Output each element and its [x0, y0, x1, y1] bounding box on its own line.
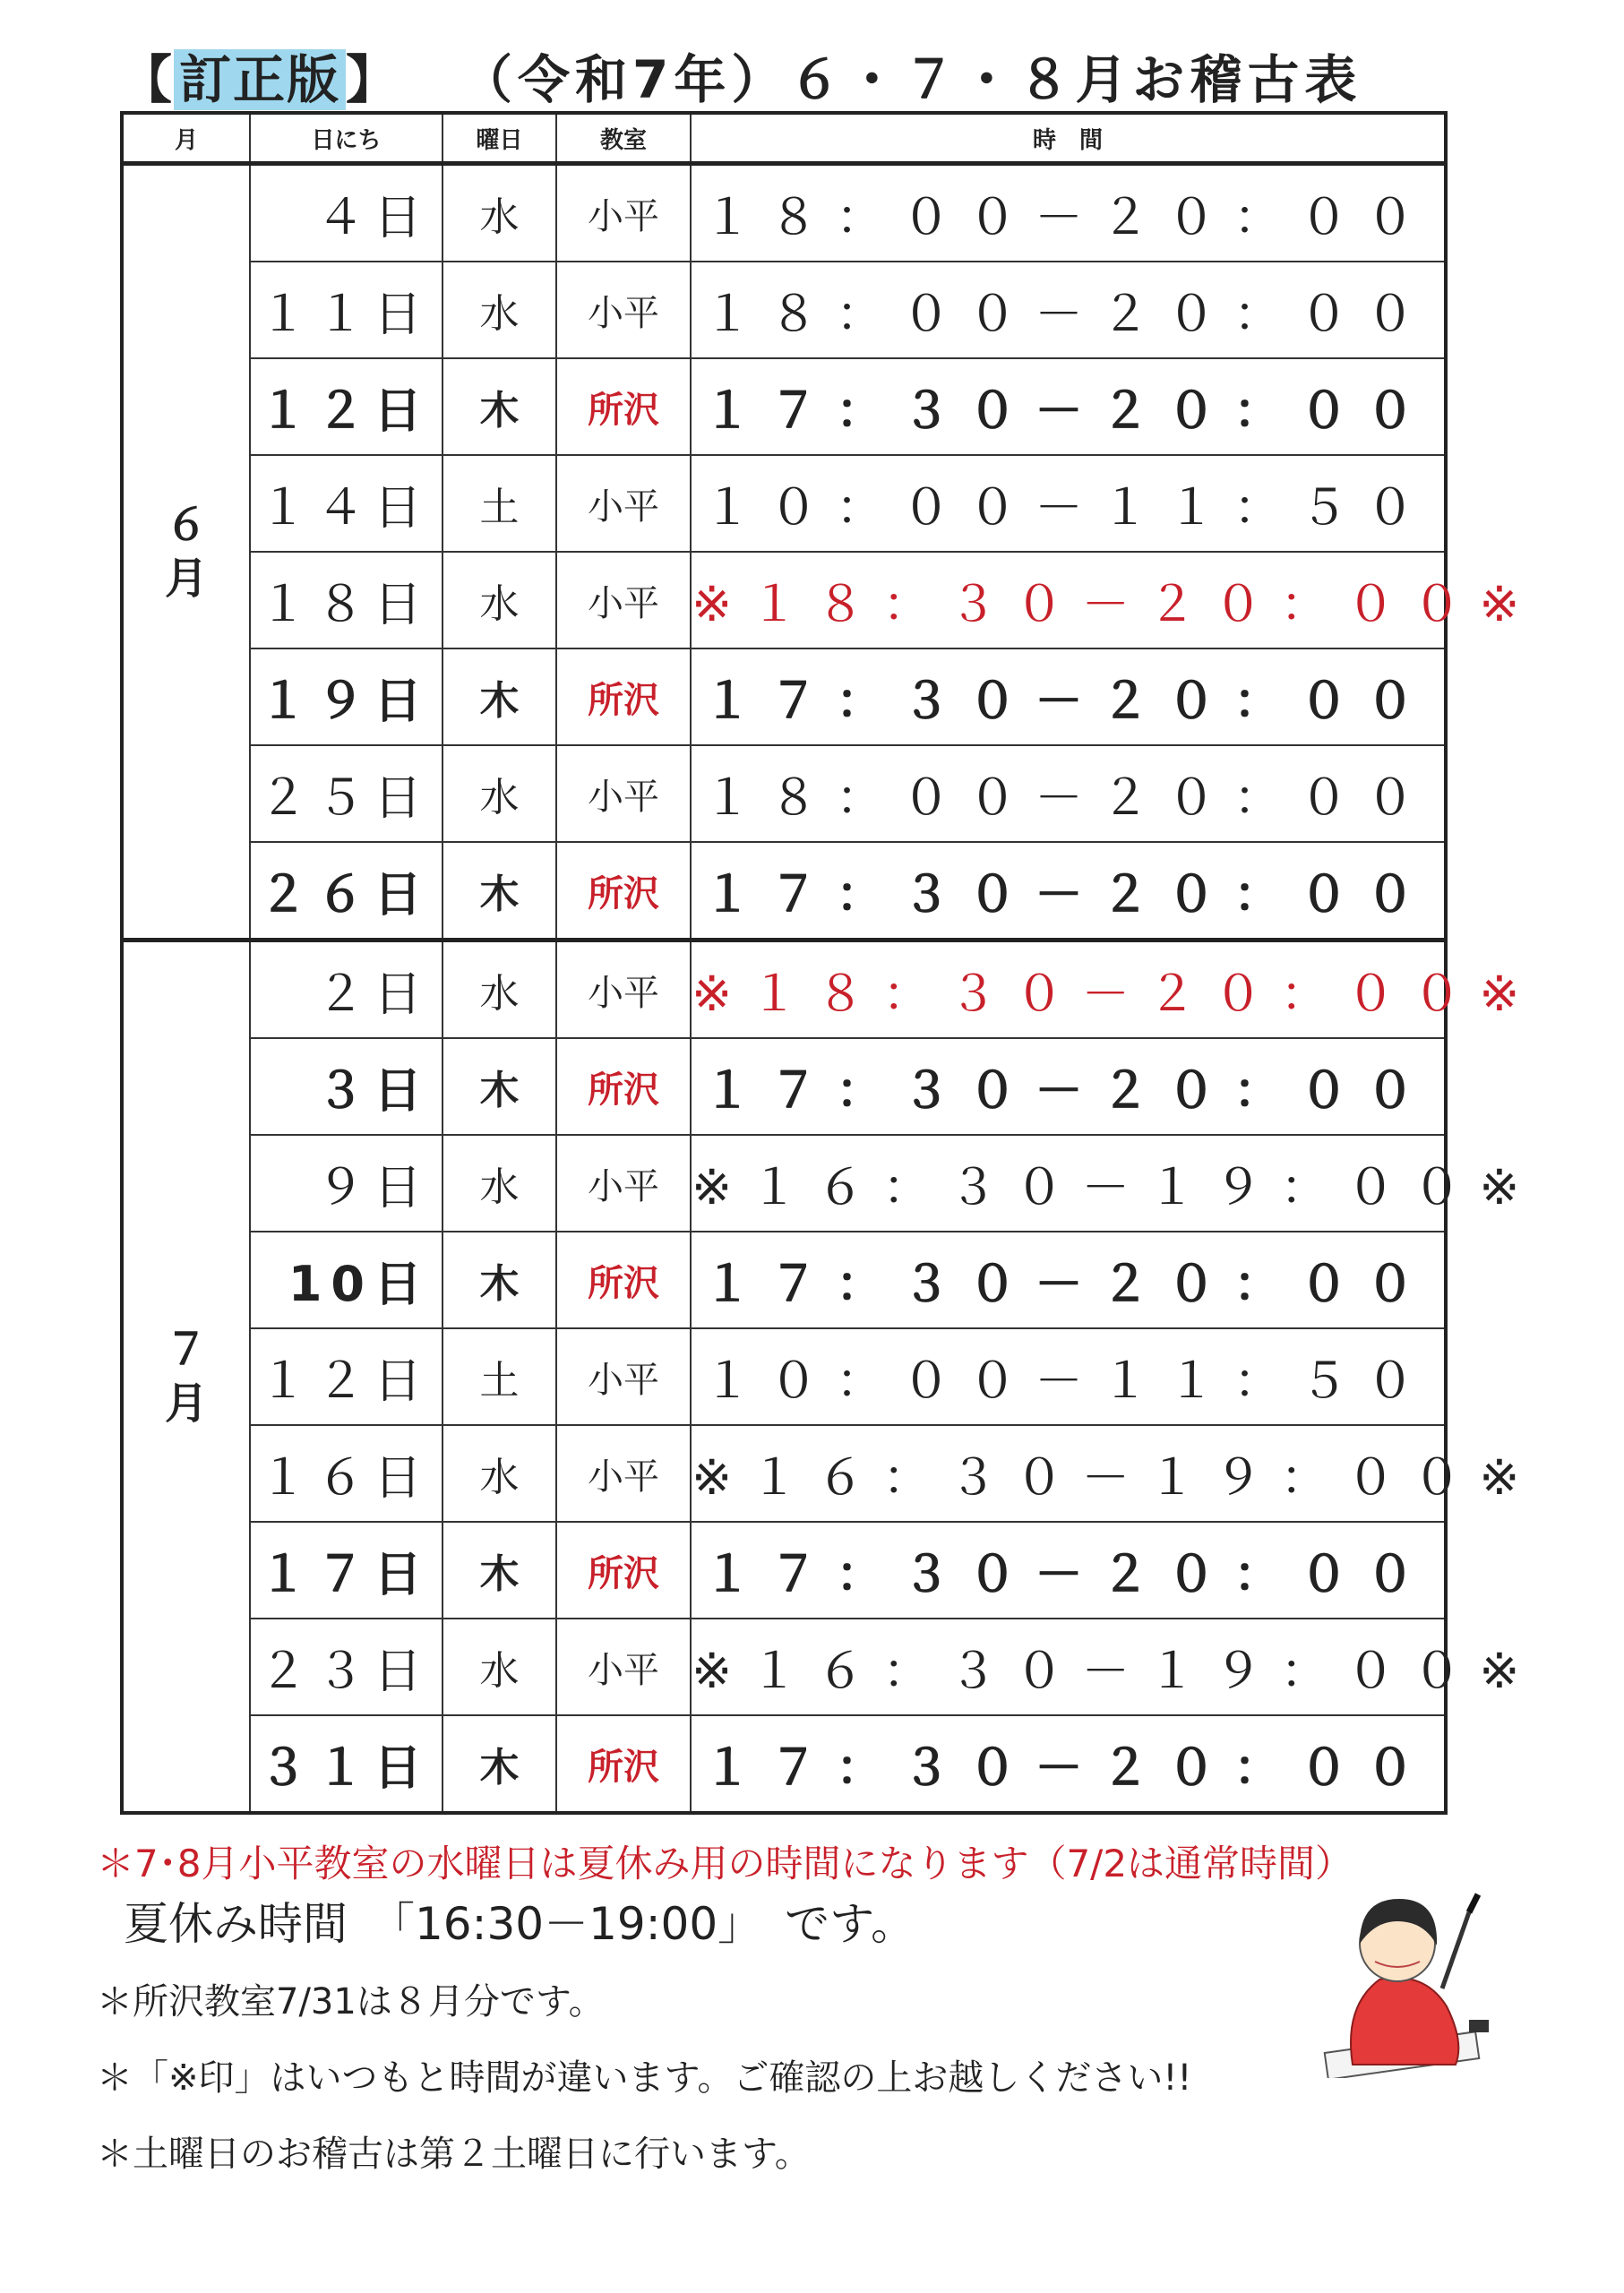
date-cell: １２日: [250, 1328, 443, 1425]
date-cell: ２６日: [250, 842, 443, 940]
table-row: [122, 1232, 1446, 1328]
table-row: [122, 1715, 1446, 1813]
classroom-cell: 小平: [556, 1328, 691, 1425]
classroom-cell: 所沢: [556, 842, 691, 940]
title-row: [120, 38, 1499, 109]
table-row: [122, 164, 1446, 262]
day-of-week-cell: 水: [443, 940, 556, 1039]
header-date: 日にち: [250, 113, 443, 164]
classroom-cell: 小平: [556, 552, 691, 648]
day-of-week-cell: 木: [443, 1232, 556, 1328]
calligraphy-girl-icon: [1290, 1872, 1496, 2078]
date-cell: １６日: [250, 1425, 443, 1522]
time-cell: １７：３０－２０：００: [691, 842, 1446, 940]
table-row: [122, 1038, 1446, 1135]
day-of-week-cell: 木: [443, 358, 556, 455]
day-of-week-cell: 木: [443, 648, 556, 745]
time-cell: ※１６：３０－１９：００※: [691, 1135, 1446, 1232]
day-of-week-cell: 土: [443, 1328, 556, 1425]
classroom-cell: 小平: [556, 455, 691, 552]
classroom-cell: 小平: [556, 1619, 691, 1715]
time-cell: ※１６：３０－１９：００※: [691, 1425, 1446, 1522]
time-cell: １７：３０－２０：００: [691, 358, 1446, 455]
tokorozawa-note: ＊所沢教室7/31は８月分です。: [97, 1981, 605, 2022]
table-row: [122, 455, 1446, 552]
day-of-week-cell: 土: [443, 455, 556, 552]
date-cell: １８日: [250, 552, 443, 648]
day-of-week-cell: 水: [443, 262, 556, 358]
time-cell: １７：３０－２０：００: [691, 1715, 1446, 1813]
classroom-cell: 所沢: [556, 1232, 691, 1328]
time-cell: １７：３０－２０：００: [691, 1232, 1446, 1328]
time-cell: ※１８：３０－２０：００※: [691, 552, 1446, 648]
classroom-cell: 小平: [556, 164, 691, 262]
table-row: [122, 1328, 1446, 1425]
classroom-cell: 所沢: [556, 1038, 691, 1135]
day-of-week-cell: 水: [443, 1135, 556, 1232]
day-of-week-cell: 水: [443, 1619, 556, 1715]
date-cell: 10日: [250, 1232, 443, 1328]
classroom-cell: 所沢: [556, 648, 691, 745]
time-cell: １７：３０－２０：００: [691, 648, 1446, 745]
time-cell: １７：３０－２０：００: [691, 1522, 1446, 1619]
classroom-cell: 所沢: [556, 358, 691, 455]
header-row: [122, 113, 1446, 164]
month-cell: ７ 月: [122, 940, 250, 1814]
day-of-week-cell: 木: [443, 842, 556, 940]
date-cell: ２５日: [250, 745, 443, 842]
date-cell: ３日: [250, 1038, 443, 1135]
date-cell: １１日: [250, 262, 443, 358]
table-row: [122, 842, 1446, 940]
day-of-week-cell: 水: [443, 1425, 556, 1522]
page-title: （令和7年）６・７・８月お稽古表: [460, 49, 1362, 110]
date-cell: １２日: [250, 358, 443, 455]
badge-text: 訂正版: [174, 49, 346, 110]
table-row: [122, 262, 1446, 358]
badge-close: 】: [346, 49, 400, 110]
time-cell: １８：００－２０：００: [691, 262, 1446, 358]
day-of-week-cell: 木: [443, 1522, 556, 1619]
day-of-week-cell: 水: [443, 552, 556, 648]
date-cell: ９日: [250, 1135, 443, 1232]
date-cell: １７日: [250, 1522, 443, 1619]
schedule-table: [120, 111, 1538, 1815]
table-row: [122, 1135, 1446, 1232]
header-time: 時 間: [691, 113, 1446, 164]
summer-time: 夏休み時間 「16:30－19:00」 です。: [124, 1898, 916, 1950]
time-cell: ※１６：３０－１９：００※: [691, 1619, 1446, 1715]
table-row: [122, 745, 1446, 842]
classroom-cell: 小平: [556, 940, 691, 1039]
date-cell: １４日: [250, 455, 443, 552]
header-month: 月: [122, 113, 250, 164]
table-row: [122, 940, 1446, 1039]
badge-open: 【: [120, 49, 175, 110]
time-cell: １８：００－２０：００: [691, 745, 1446, 842]
time-cell: １０：００－１１：５０: [691, 455, 1446, 552]
time-cell: １７：３０－２０：００: [691, 1038, 1446, 1135]
table-row: [122, 648, 1446, 745]
date-cell: ２３日: [250, 1619, 443, 1715]
classroom-cell: 小平: [556, 262, 691, 358]
day-of-week-cell: 水: [443, 745, 556, 842]
classroom-cell: 小平: [556, 1425, 691, 1522]
classroom-cell: 小平: [556, 1135, 691, 1232]
day-of-week-cell: 木: [443, 1715, 556, 1813]
table-row: [122, 1619, 1446, 1715]
time-cell: １８：００－２０：００: [691, 164, 1446, 262]
classroom-cell: 所沢: [556, 1715, 691, 1813]
date-cell: １９日: [250, 648, 443, 745]
saturday-note: ＊土曜日のお稽古は第２土曜日に行います。: [97, 2134, 811, 2175]
header-day-of-week: 曜日: [443, 113, 556, 164]
revised-badge: [120, 38, 400, 113]
date-cell: ４日: [250, 164, 443, 262]
month-cell: ６ 月: [122, 164, 250, 940]
time-cell: １０：００－１１：５０: [691, 1328, 1446, 1425]
classroom-cell: 所沢: [556, 1522, 691, 1619]
day-of-week-cell: 木: [443, 1038, 556, 1135]
table-row: [122, 358, 1446, 455]
asterisk-note: ＊「※印」はいつもと時間が違います。ご確認の上お越しください!!: [97, 2057, 1192, 2099]
header-classroom: 教室: [556, 113, 691, 164]
date-cell: ３１日: [250, 1715, 443, 1813]
time-cell: ※１８：３０－２０：００※: [691, 940, 1446, 1039]
day-of-week-cell: 水: [443, 164, 556, 262]
date-cell: ２日: [250, 940, 443, 1039]
table-row: [122, 1522, 1446, 1619]
classroom-cell: 小平: [556, 745, 691, 842]
table-row: [122, 552, 1446, 648]
table-row: [122, 1425, 1446, 1522]
summer-notice: ＊7･8月小平教室の水曜日は夏休み用の時間になります（7/2は通常時間）: [97, 1842, 1353, 1885]
